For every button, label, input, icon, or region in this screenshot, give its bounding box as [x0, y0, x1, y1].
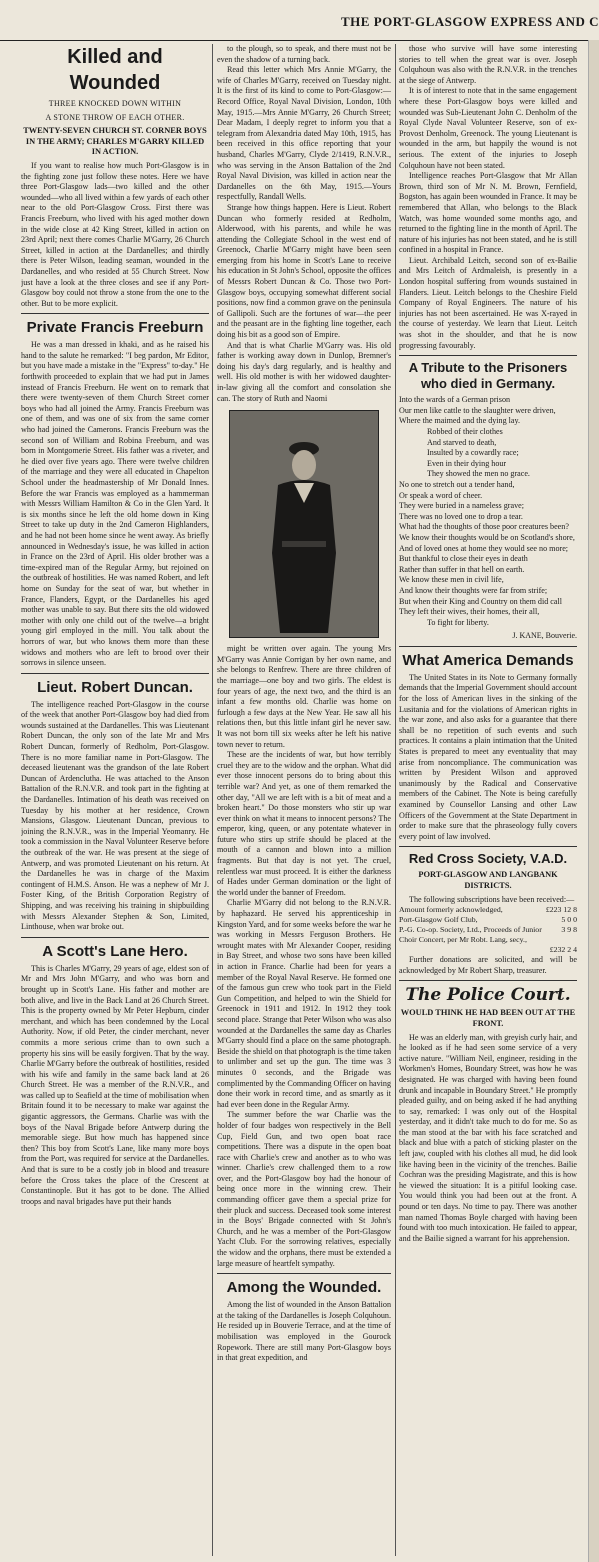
- poem-line: No one to stretch out a tender hand,: [399, 479, 515, 489]
- main-headline: Killed and Wounded: [67, 46, 163, 94]
- poem-line: Into the wards of a German prison: [399, 395, 511, 405]
- article-paragraph: Strange how things happen. Here is Lieut. Robert Duncan who formerly resided at Redholm, Alderwood, with his parents, and while he was attending the Collegiate School in the west end of Greenock, Charlie M'Garry might have been seen emerging from his home in Scott's Lane to receive his education in St John's School, opposite the offices of Messrs Robert Duncan & Co. Those two Port-Glasgow boys, occupying somewhat different social positions, now find a common grave on the peninsula of Gallipoli. Such are the fortunes of war—the peer and the peasant are in the fighting line together, each doing his bit as a good son of Empire.: [217, 202, 391, 340]
- article-paragraph: those who survive will have some interesting stories to tell when the great war is over. Joseph Colquhoun was also with the R.N.V.R. in the trenches at the siege of Antwerp.: [399, 44, 577, 85]
- table-row: Amount formerly acknowledged, £223 12 8: [399, 905, 577, 915]
- article-paragraph: The following subscriptions have been received:—: [409, 894, 575, 904]
- article-paragraph: The intelligence reached Port-Glasgow in the course of the week that another Port-Glasgow boy had died from wounds sustained at the Dardanelles. This was Lieutenant Robert Duncan, the only son of the late Mr and Mrs Robert Duncan, formerly of Redholm, Port-Glasgow. There is no more familiar name in Port-Glasgow. The deceased lieutenant was the grandson of the late Robert Duncan of Ardenclutha. He was attached to the Anson Battalion of the R.N.V.R. and took part in the fighting at the Dardanelles. Intimation of his death was received on Tuesday by his mother at her residence, Crown Mansions, Glasgow. Lieutenant Duncan, previous to joining the R.N.V.R., was in the Imperial Yeomanry. He took a commission in the Naval Volunteer Reserve before the outbreak of the war. He was present at the siege of Antwerp, and was promoted Lieutenant on his return. At the Dardanelles he was in charge of the Maxim contingent of H.M.S. Anson. He was a nephew of Mr J. Foster King, of the British Corporation Registry of Shipping, and was receiving his training in shipbuilding with Messrs Alexander Stephen & Son, Limited, Linthouse, when war broke out.: [21, 699, 209, 932]
- article-paragraph: If you want to realise how much Port-Glasgow is in the fighting zone just follow these notes. Here we have three Port-Glasgow lads—two killed and the other wounded—who all lived within a few yards of each other near to the old Port-Glasgow Cross. First there was Francis Freeburn, who lived with his aged mother down in the wide close at 42 King Street, killed in action on 23rd April; next there comes Charlie M'Garry, 26 Church Street, killed in action at the Dardanelles; and thirdly there is Peter Wilson, leading seaman, wounded in the Dardanelles, and who resided at 55 Church Street. Now just have a look at the three closes and see if any Port-Glasgow boy could not throw a stone from the one to the other. But to be more explicit.: [21, 160, 209, 308]
- poem-line: Rather than suffer in that hell on earth.: [399, 564, 525, 574]
- article-paragraph: It is of interest to note that in the same engagement where these Port-Glasgow boys were killed and wounded was Sub-Lieutenant John C. Denholm of the Royal Clyde Naval Volunteer Reserve, son of ex-Provost Denholm, Greenock. The young Lieutenant is wounded in the arm, but happily the wound is not serious. The extent of the injuries to Joseph Colquhoun have not been stated.: [399, 86, 577, 170]
- poem-line: To fight for liberty.: [427, 617, 489, 627]
- subheading: TWENTY-SEVEN CHURCH ST. CORNER BOYS IN THE ARMY; CHARLES M'GARRY KILLED IN ACTION.: [23, 126, 207, 157]
- poem-line: We know their thoughts would be on Scotland's shore,: [399, 532, 575, 542]
- article-paragraph: Lieut. Archibald Leitch, second son of ex-Bailie and Mrs Leitch of Ardmaleish, is presently in a London hospital suffering from wounds sustained in Flanders. Lieut. Leitch belongs to the Cheshire Field Company of Royal Engineers. The nature of his injuries has not been ascertained. He was X-rayed in the course of yesterday. We learn that Lieut. Leitch was shot in the shoulder, and that he is now progressing favourably.: [399, 255, 577, 350]
- article-paragraph: to the plough, so to speak, and there must not be even the shadow of a turning back.: [217, 44, 391, 64]
- article-paragraph: He was an elderly man, with greyish curly hair, and he looked as if he had seen some service of a very active nature. "William Neil, engineer, residing in the Workmen's Homes, Boundary Street, was how he was designated. He was charged with having been found drunk and incapable in Boundary Street." He promptly pleaded guilty, and on being asked if he had anything to say, remarked: I was only out of the Hospital yesterday, and it didn't take much to do for me. So as the man stood at the bar with his face scratched and black and blue with a patch of sticking plaster on the left jaw, coupled with his clothes all mud, he did look like having been in the vicinity of the trenches. Bailie Cochran was the presiding Magistrate, and this is how he viewed the situation: It is a pitiful looking case. You would think you had been out at the front. A pound or ten days. No time to pay. There was another man named Thomas Boyle charged with having been found with too much intoxication. He failed to appear, and the Bailie signed a warrant for his apprehension.: [399, 1032, 577, 1243]
- poem-line: But when their King and Country on them did call: [399, 596, 562, 606]
- poem-line: They were buried in a nameless grave;: [399, 501, 524, 511]
- poem-line: Or speak a word of cheer.: [399, 490, 483, 500]
- poem-line: Where the maimed and the dying lay.: [399, 416, 521, 426]
- poem-line: Even in their dying hour: [427, 458, 507, 468]
- section-heading: Lieut. Robert Duncan.: [21, 673, 209, 697]
- section-heading: The Police Court.: [399, 980, 577, 1005]
- article-paragraph: The summer before the war Charlie was the holder of four badges won respectively in the Bell Cup, Field Gun, and two open boat race competitions. There was a dispute in the open boat race with Charlie's crew and another as to who was winner. Charlie's crew challenged them to a row over, and the Port-Glasgow boy had the honour of being once more in the winning crew. Their commanding officer gave them a special prize for their pluck and success. Deceased took some interest in the Boys' Brigade connected with St John's Church, and he was a member of the Port-Glasgow Yacht Club. For the sorrowing relatives, especially the widow and the orphans, there must be extended a large measure of heartfelt sympathy.: [217, 1110, 391, 1268]
- table-row: P.-G. Co-op. Society, Ltd., Proceeds of Junior Choir Concert, per Mr Robt. Lang, secy., 3 9 8: [399, 925, 577, 945]
- subheading: A STONE THROW OF EACH OTHER.: [45, 112, 185, 122]
- poem-line: And know their thoughts were far from strife;: [399, 585, 548, 595]
- masthead: [0, 0, 599, 41]
- article-paragraph: Among the list of wounded in the Anson Battalion at the taking of the Dardanelles is Joseph Colquhoun. He resided up in Bouverie Terrace, and at the time of mobilisation was employed in the Gourock Ropework. There are still many Port-Glasgow boys in that great expedition, and: [217, 1300, 391, 1363]
- section-heading: A Tribute to the Prisoners who died in Germany.: [399, 355, 577, 392]
- poem-line: And of loved ones at home they would see no more;: [399, 543, 569, 553]
- poem-line: They showed the men no grace.: [427, 469, 530, 479]
- sailor-figure-icon: [268, 433, 340, 633]
- poem-line: Our men like cattle to the slaughter were driven,: [399, 405, 556, 415]
- column-rule: [212, 44, 213, 1556]
- article-paragraph: Further donations are solicited, and will be acknowledged by Mr Robert Sharp, treasurer.: [399, 955, 577, 975]
- poem-line: What had the thoughts of those poor creatures been?: [399, 522, 569, 532]
- article-paragraph: And that is what Charlie M'Garry was. His old father is working away down in Dunlop, Bremner's doing his day's darg regularly, and is healthy and well. His old mother is with her widowed daughter-in-law giving all the comfort and consolation she can. The story of Ruth and Naomi: [217, 340, 391, 403]
- poem-line: And starved to death,: [427, 437, 497, 447]
- poem-line: They left their wives, their homes, their all,: [399, 607, 540, 617]
- adjacent-page-edge: [588, 40, 599, 1562]
- column-1: [21, 44, 209, 1556]
- portrait-photo: [229, 410, 379, 638]
- table-row: £232 2 4: [549, 945, 577, 955]
- article-paragraph: Read this letter which Mrs Annie M'Garry, the wife of Charles M'Garry, received on Tuesday night. It is the first of its kind to come to Port-Glasgow:—Record Office, Royal Naval Division, London, 10th May, 1915.—Mrs Annie M'Garry, 26 Church Street; Dear Madam, I deeply regret to inform you that a telegram from Alexandria dated May 10th, 1915, has been received in this office reporting that your husband, Charles M'Garry, Clyde 2/1419, R.N.V.R., who was serving in the Anson Battalion of the 2nd Royal Naval Division, was killed in action near the Dardanelles on the 6th May, 1915.—Yours respectfully, Randall Wells.: [217, 65, 391, 202]
- poem-line: Insulted by a cowardly race;: [427, 448, 519, 458]
- section-heading: A Scott's Lane Hero.: [21, 937, 209, 961]
- article-paragraph: The United States in its Note to Germany formally demands that the Imperial Government should account for the loss of American lives in the sinking of the Lusitania and for the violations of American rights in the war zone, and also asks for a guarantee that there shall be no repetition of such events and such practices. It contains a plain intimation that the United States is prepared to meet any eventuality that may arise from noncompliance. The communication was written by President Wilson and approved unanimously by the Radical and Conservative members of the Cabinet. The Note is being carefully examined by Counsellor Lansing and other Law Officers of the Government at the State Department in order to make sure that the phraseology fully covers every point of law involved.: [399, 672, 577, 841]
- section-heading: Red Cross Society, V.A.D.: [399, 846, 577, 867]
- subheading: PORT-GLASGOW AND LANGBANK DISTRICTS.: [418, 870, 558, 890]
- subscriptions-table: [399, 905, 577, 955]
- article-paragraph: might be written over again. The young Mrs M'Garry was Annie Corrigan by her own name, and she belongs to Renfrew. There are three children of the marriage—one boy and two girls. The eldest is four years of age, the next two, and the third is an infant a few months old. Charlie was home on furlough a few days at the New Year. He saw all his relations then, but this little infant girl he never saw. It was not born till six weeks after he left his native town never to return.: [217, 644, 391, 749]
- poem-line: Robbed of their clothes: [427, 427, 503, 436]
- poem: [399, 395, 577, 628]
- article-paragraph: Charlie M'Garry did not belong to the R.N.V.R. by haphazard. He served his apprenticeship in Kingston Yard, and for some weeks before the war he was working in Messrs Ferguson Brothers. He wrought mates with Mr Alexander Cooper, residing in Bay Street, and whose two sons have been killed in action in France. Charlie had been for years a member of the Royal Naval Reserve. He formed one of the famous gun crew who took part in the Field Gun Competition, and helped to win the Shield for Greenock in 1911 and 1912. In 1912 they took second place. Strange that Peter Wilson who was also wounded at the Dardanelles the same day as Charles M'Garry should find a place on the same photograph. Beside the shield on that photograph is the time taken to unlimber and set up the gun. The time was 3 minutes 0 seconds, and the Brigade was complimented by the Commanding Officer on having done their work in record time, and as smartly as it had ever been done in the Regular Army.: [217, 898, 391, 1109]
- column-rule: [395, 44, 396, 1556]
- masthead-title: THE PORT-GLASGOW EXPRESS AND C: [341, 14, 599, 29]
- section-heading: What America Demands: [399, 646, 577, 670]
- article-paragraph: Intelligence reaches Port-Glasgow that Mr Allan Brown, third son of Mr N. M. Brown, Fernfield, Bogston, has again been wounded in France. It may be remembered that Allan, who belongs to the Black Watch, was home wounded some months ago, and returned to the fighting line in the month of April. The nature of his injuries has not been stated, and he is still confined in a hospital in France.: [399, 171, 577, 255]
- subheading: WOULD THINK HE HAD BEEN OUT AT THE FRONT.: [400, 1008, 576, 1028]
- table-row: Port-Glasgow Golf Club, 5 0 0: [399, 915, 577, 925]
- poem-signature: J. KANE, Bouverie.: [512, 631, 577, 641]
- article-paragraph: These are the incidents of war, but how terribly cruel they are to the widow and the orphan. What did ever those innocent persons do to bring about this terrible war? And yet, as one of them remarked the other day, "All we are left with is a bit of meat and a broken heart." Do those monsters who stir up war ever think on what it means to innocent persons? The emperor, king, queen, or any potentate whatever in future who stirs up strife should be placed at the mouth of a cannon and blown into a million fragments. But that day is not yet. The cruel, relentless war must proceed. It is either the darkness of Hades under German domination or the light of the world under the banner of Freedom.: [217, 750, 391, 897]
- subheading: THREE KNOCKED DOWN WITHIN: [48, 99, 182, 108]
- poem-line: There was no loved one to drop a tear.: [399, 511, 523, 521]
- article-paragraph: He was a man dressed in khaki, and as he raised his hand to the salute he remarked: "I beg pardon, Mr Editor, but you have made a mistake in the "Express" to-day." He forthwith proceeded to explain that we had put in James instead of Francis Freeburn. He went on to remark that there were twenty-seven of them Church Street corner boys who had all joined the Army. Francis Freeburn was one of them, and was one of six from the same corner who had joined the Camerons. Francis Freeburn was the second son of William and Robina Freeburn, and was born in Montgomerie Street. His father was a riveter, and he died over five years ago. There were twelve children of the marriage and they were all educated in Chapelton School under the headmastership of Mr Donald Innes. Before the war Francis was employed as a hammerman with Messrs William Hamilton & Co in the Glen Yard. It is six months since he left the old home down in King Street to take up duty in the 2nd Cameron Highlanders, and he had not been home since he went away. As briefly announced in Wednesday's issue, he was killed in action in France on the 23rd of April. His older brother was a time-expired man of the Regular Army, but rejoined on the outbreak of hostilities. He was named Robert, and left home on Sunday for the seat of war, but whether in France, Flanders, Egypt, or the Dardanelles his aged mother was unable to say. But there sits the old widowed mother with only one child out of the twelve—a bright young girl employed in the mill. You talk about the horrors of war, but who knows them more than these widows and mothers who are left to brood over their sorrows in silence unseen.: [21, 340, 209, 668]
- article-paragraph: This is Charles M'Garry, 29 years of age, eldest son of Mr and Mrs John M'Garry, and who was born and brought up in Scott's Lane. His father and mother are both alive, and live in the Back Land at 26 Church Street. This is the property owned by Mr Peter Hepburn, cinder merchant, and which has been condemned by the Local Authority. Now, if old Peter, the cinder merchant, never commits a more serious crime than to own such a property his sins will be easily forgiven. That by the way. Charlie M'Garry before the outbreak of hostilities, resided with his wife and family in the same back land at 26 Church Street. He was a member of the R.N.V.R., and was called up to Seafield at the time of mobilisation when Britain found it to be necessary to make war against the gigantic aggressors, the Germans. Charlie was with the boys of the Naval Brigade before Antwerp during the memorable siege. But how much has happened since then? This boy from Scott's Lane, like many more boys from the Port, was required for service at the Dardanelles. And that is sure to be a costly job in blood and treasure before the Cross takes the place of the Crescent at Constantinople. But it has got to be done. The Allied troops and naval brigades have put their hands: [21, 963, 209, 1206]
- section-heading: Private Francis Freeburn: [21, 313, 209, 337]
- column-3: [399, 44, 577, 1556]
- section-heading: Among the Wounded.: [217, 1273, 391, 1297]
- poem-line: We know these men in civil life,: [399, 575, 504, 585]
- column-2: [217, 44, 391, 1556]
- poem-line: But thankful to close their eyes in death: [399, 554, 528, 564]
